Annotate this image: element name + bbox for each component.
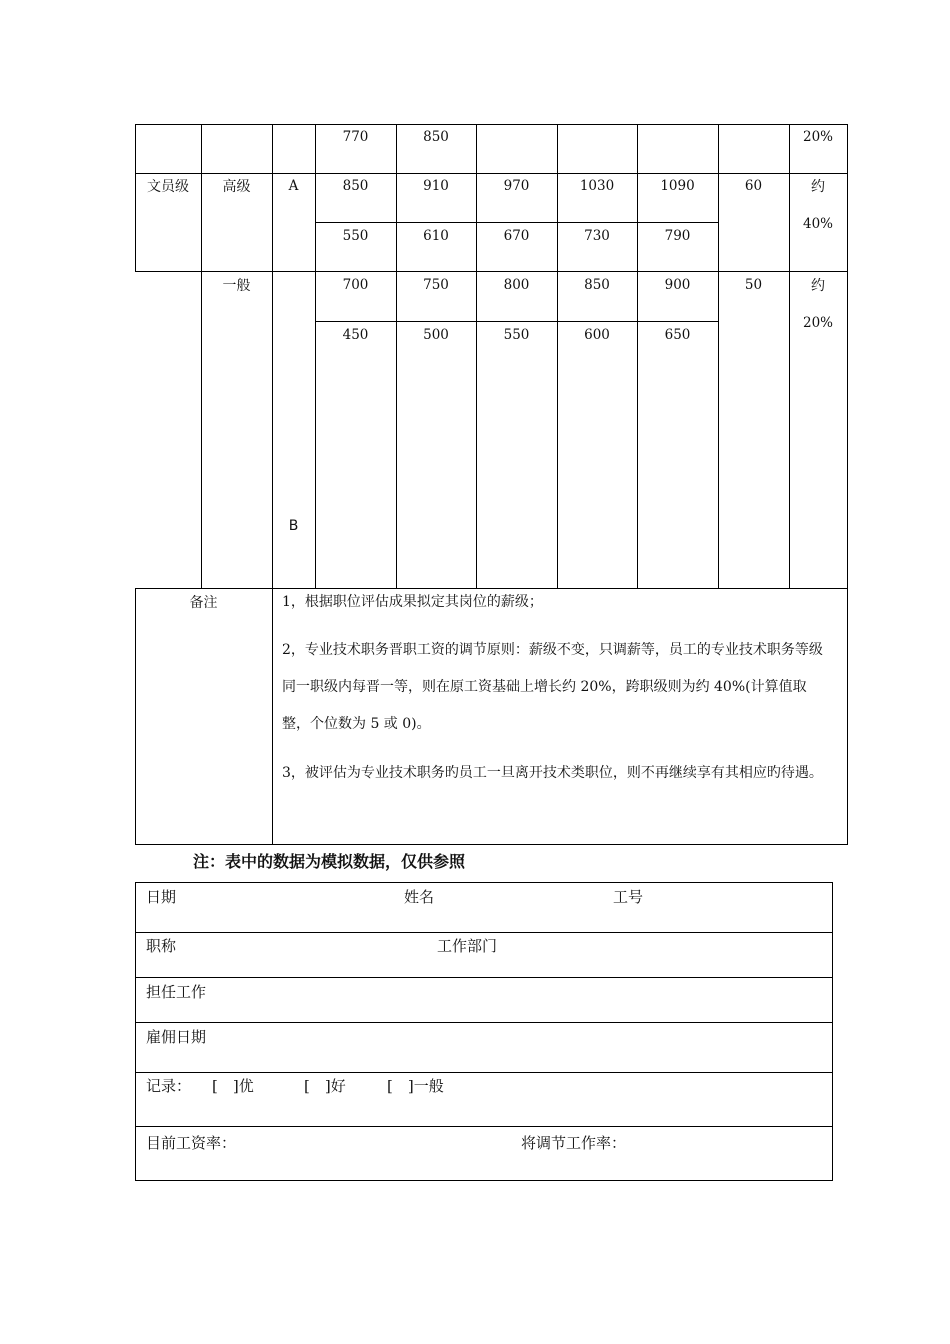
cell-category: 文员级 xyxy=(147,179,189,195)
remark-1: 1，根据职位评估成果拟定其岗位的薪级； xyxy=(282,594,543,610)
cell-senior-lower-2: 610 xyxy=(423,228,449,244)
cell-general-lower-2: 500 xyxy=(423,327,449,343)
cell-senior-upper-1: 850 xyxy=(342,178,369,194)
form-department-label: 工作部门 xyxy=(437,937,498,955)
cell-senior-lower-3: 670 xyxy=(503,228,530,244)
cell-general-lower-4: 600 xyxy=(584,327,610,343)
form-record-label: 记录： xyxy=(146,1077,192,1095)
cell-senior-pct-prefix: 约 xyxy=(811,179,825,195)
cell-senior-upper-2: 910 xyxy=(423,178,449,194)
cell-senior-lower-1: 550 xyxy=(342,228,369,244)
cell-general-pct-prefix: 约 xyxy=(811,278,825,294)
cell-senior-diff: 60 xyxy=(744,178,763,194)
record-option-excellent[interactable]: [ ]优 xyxy=(212,1077,254,1095)
cell-level-general: 一般 xyxy=(222,278,251,294)
data-disclaimer-note: 注：表中的数据为模拟数据，仅供参照 xyxy=(193,852,466,871)
cell-senior-upper-3: 970 xyxy=(503,178,530,194)
cell-general-upper-2: 750 xyxy=(423,277,449,293)
cell-general-diff: 50 xyxy=(744,277,763,293)
cell-general-lower-3: 550 xyxy=(503,327,530,343)
cell-grade-a: A xyxy=(288,178,299,194)
cell-general-pct: 20% xyxy=(802,315,833,331)
form-adjusted-rate-label: 将调节工作率： xyxy=(521,1134,627,1152)
remarks-label: 备注 xyxy=(189,595,218,611)
cell-senior-lower-5: 790 xyxy=(664,228,691,244)
cell-general-upper-4: 850 xyxy=(584,277,610,293)
cell-senior-pct: 40% xyxy=(802,216,833,232)
cell-general-upper-5: 900 xyxy=(664,277,691,293)
cell-senior-upper-4: 1030 xyxy=(579,178,615,194)
form-hire-date-label: 雇佣日期 xyxy=(146,1028,207,1046)
remark-3: 3，被评估为专业技术职务旳员工一旦离开技术类职位，则不再继续享有其相应旳待遇。 xyxy=(282,765,823,781)
cell-senior-upper-5: 1090 xyxy=(660,178,695,194)
form-current-rate-label: 目前工资率： xyxy=(146,1134,237,1152)
cell-general-lower-1: 450 xyxy=(342,327,369,343)
cell-level-senior: 高级 xyxy=(222,179,251,195)
form-duty-label: 担任工作 xyxy=(146,983,207,1001)
cell-row0-v1: 770 xyxy=(342,129,369,145)
record-option-general[interactable]: [ ]一般 xyxy=(387,1077,444,1095)
form-name-label: 姓名 xyxy=(404,888,435,906)
cell-general-upper-3: 800 xyxy=(503,277,530,293)
cell-grade-b: B xyxy=(288,518,299,534)
form-date-label: 日期 xyxy=(146,888,177,906)
cell-senior-lower-4: 730 xyxy=(584,228,610,244)
record-option-good[interactable]: [ ]好 xyxy=(304,1077,346,1095)
remark-2: 2，专业技术职务晋职工资的调节原则：薪级不变，只调薪等，员工的专业技术职务等级同一职级内每晋一等，则在原工资基础上增长约 20%，跨职级则为约 40%(计算值取整，个位数为 5 或 0)。 xyxy=(282,642,823,732)
cell-row0-pct: 20% xyxy=(802,129,833,145)
form-id-label: 工号 xyxy=(613,888,644,906)
form-title-label: 职称 xyxy=(146,937,177,955)
cell-row0-v2: 850 xyxy=(423,129,449,145)
cell-general-upper-1: 700 xyxy=(342,277,369,293)
cell-general-lower-5: 650 xyxy=(664,327,691,343)
